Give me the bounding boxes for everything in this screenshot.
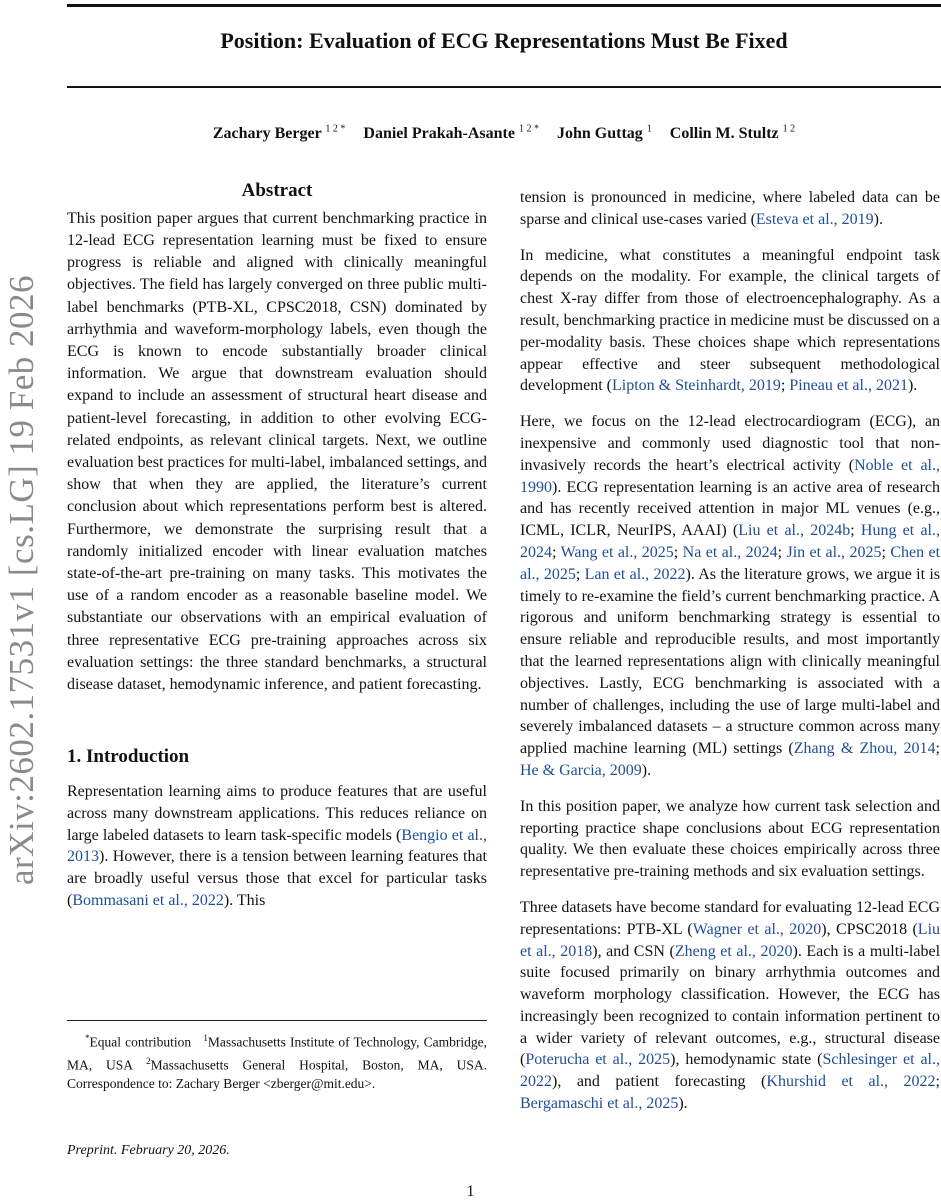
text-run: ). However, there is a tension between learning features that are broadly useful versus those that excel for particular tasks ( <box>67 848 487 910</box>
citation-link[interactable]: Wang et al., 2025 <box>560 543 674 561</box>
text-run: ), hemodynamic state ( <box>670 1051 823 1069</box>
title-rule <box>67 86 941 88</box>
section-heading-introduction: 1. Introduction <box>67 746 190 768</box>
text-run: ). Each is a multi-label suite focused primarily on binary arrhythmia outcomes and waveform morphology classification. However, the ECG has increasingly been recognized to contain information pertinent to a wider variety of relevant outcomes, e.g., structural disease ( <box>520 942 941 1069</box>
abstract-heading: Abstract <box>241 180 313 201</box>
text-run: ; <box>935 1073 940 1091</box>
author: Zachary Berger $^{1 2 *}$ <box>212 124 346 143</box>
author: Collin M. Stultz $^{1 2}$ <box>669 124 796 143</box>
text-run: ). <box>873 210 883 228</box>
text-run: ), and patient forecasting ( <box>552 1073 767 1091</box>
arxiv-stamp: arXiv:2602.17531v1 [cs.LG] 19 Feb 2026 <box>2 274 42 886</box>
top-rule <box>67 4 941 7</box>
text-run: ). <box>907 377 918 395</box>
citation-link[interactable]: Pineau et al., 2021 <box>789 377 908 395</box>
citation-link[interactable]: Zhang & Zhou, 2014 <box>793 740 936 758</box>
citation-link[interactable]: Lipton & Steinhardt, 2019 <box>611 377 781 395</box>
citation-link[interactable]: Poterucha et al., 2025 <box>525 1051 671 1069</box>
text-run: ). This <box>223 892 266 910</box>
text-run: ; <box>850 522 861 540</box>
paper-title: Position: Evaluation of ECG Representations Must Be Fixed <box>220 28 788 53</box>
citation-link[interactable]: Bergamaschi et al., 2025 <box>520 1095 679 1113</box>
text-run: ; <box>777 543 787 561</box>
page-number: 1 <box>466 1183 475 1200</box>
citation-link[interactable]: Noble et al., 1990 <box>520 456 940 496</box>
citation-link[interactable]: Jin et al., 2025 <box>786 543 882 561</box>
abstract-text: This position paper argues that current benchmarking practice in 12-lead ECG representation learning must be fixed to ensure progress is reliable and aligned with clinically meaningful objectives. The field has largely converged on three public multi-label benchmarks (PTB-XL, CPSC2018, CSN) dominated by arrhythmia and waveform-morphology labels, even though the ECG is known to encode substantially broader clinical information. We argue that downstream evaluation should expand to include an assessment of structural heart disease and patient-level forecasting, in addition to other evolving ECG-related endpoints, as relevant clinical targets. Next, we outline evaluation best practices for multi-label, imbalanced settings, and show that when they are applied, the literature’s current conclusion about which representations perform best is altered. Furthermore, we demonstrate the surprising result that a randomly initialized encoder with linear evaluation matches state-of-the-art pre-training on many tasks. This motivates the use of a random encoder as a reasonable baseline model. We substantiate our observations with an empirical evaluation of three representative ECG pre-training approaches across six evaluation settings: the three standard benchmarks, a structural disease dataset, hemodynamic inference, and patient forecasting. <box>67 209 487 694</box>
citation-link[interactable]: Wagner et al., 2020 <box>692 920 822 938</box>
body-paragraph <box>520 245 940 398</box>
body-paragraph <box>520 411 940 782</box>
right-column <box>520 187 940 1115</box>
body-paragraph <box>520 796 940 883</box>
text-run: ; <box>935 740 940 758</box>
citation-link[interactable]: Liu et al., 2018 <box>520 920 941 960</box>
left-column <box>67 180 487 912</box>
text-run: Three datasets have become standard for evaluating 12-lead ECG representations: PTB-XL ( <box>520 898 940 938</box>
preprint-notice: Preprint. February 20, 2026. <box>67 1143 230 1158</box>
citation-link[interactable]: Bommasani et al., 2022 <box>72 892 224 910</box>
author: John Guttag $^1$ <box>556 124 652 143</box>
text-run: In this position paper, we analyze how current task selection and reporting practice shape conclusions about ECG representation quality. We then evaluate these choices empirically across three representative pre-training methods and six evaluation settings. <box>520 797 940 881</box>
text-run: tension is pronounced in medicine, where labeled data can be sparse and clinical use-cases varied ( <box>520 189 940 228</box>
footnote: *Equal contribution $^1$Massachusetts Institute of Technology, Cambridge, MA, USA $^2$Massachusetts General Hospital, Boston, MA, USA. Correspondence to: Zachary Berger <zberger@mit.edu>. <box>67 1020 487 1093</box>
citation-link[interactable]: Na et al., 2024 <box>682 543 778 561</box>
citation-link[interactable]: Liu et al., 2024b <box>738 522 851 540</box>
body-paragraph <box>520 187 940 231</box>
text-run: ). <box>678 1095 688 1113</box>
citation-link[interactable]: He & Garcia, 2009 <box>520 761 642 779</box>
text-run: ; <box>881 543 891 561</box>
text-run: Representation learning aims to produce features that are useful across many downstream applications. This reduces reliance on large labeled datasets to learn task-specific models ( <box>67 783 487 844</box>
text-run: ). As the literature grows, we argue it is timely to re-examine the field’s current benchmarking practice. A rigorous and uniform benchmarking strategy is essential to ensure reliable and reproducible results, and most importantly that the learned representations align with clinically meaningful objectives. Lastly, ECG benchmarking is associated with a number of challenges, including the use of large multi-label and severely imbalanced datasets – a structure common across many applied machine learning (ML) settings ( <box>520 565 941 758</box>
citation-link[interactable]: Hung et al., 2024 <box>520 522 941 561</box>
citation-link[interactable]: Lan et al., 2022 <box>584 565 686 583</box>
text-run: ). <box>641 761 652 779</box>
text-run: Here, we focus on the 12-lead electrocardiogram (ECG), an inexpensive and commonly used diagnostic tool that non-invasively records the heart’s electrical activity ( <box>520 413 940 474</box>
citation-link[interactable]: Zheng et al., 2020 <box>674 942 793 960</box>
author: Daniel Prakah-Asante $^{1 2 *}$ <box>363 124 539 143</box>
intro-paragraph <box>67 781 487 912</box>
text-run: ; <box>575 565 585 583</box>
citation-link[interactable]: Schlesinger et al., 2022 <box>520 1051 940 1091</box>
citation-link[interactable]: Esteva et al., 2019 <box>755 210 874 228</box>
text-run: ), and CSN ( <box>592 942 675 960</box>
citation-link[interactable]: Chen et al., 2025 <box>520 543 941 583</box>
text-run: ; <box>780 377 790 395</box>
body-paragraph <box>520 897 940 1115</box>
text-run: ). ECG representation learning is an active area of research and has recently received attention in major ML venues (e.g., ICML, ICLR, NeurIPS, AAAI) ( <box>520 478 940 540</box>
citation-link[interactable]: Khurshid et al., 2022 <box>766 1073 936 1091</box>
text-run: ), CPSC2018 ( <box>821 920 918 938</box>
text-run: ; <box>552 543 561 561</box>
citation-link[interactable]: Bengio et al., 2013 <box>67 826 487 866</box>
author-list <box>67 124 941 143</box>
text-run: ; <box>673 543 683 561</box>
text-run: In medicine, what constitutes a meaningful endpoint task depends on the modality. For example, the clinical targets of chest X-ray differ from those of electroencephalography. As a result, benchmarking practice in medicine must be discussed on a per-modality basis. These choices shape which representations appear effective and steer subsequent methodological development ( <box>520 246 940 395</box>
